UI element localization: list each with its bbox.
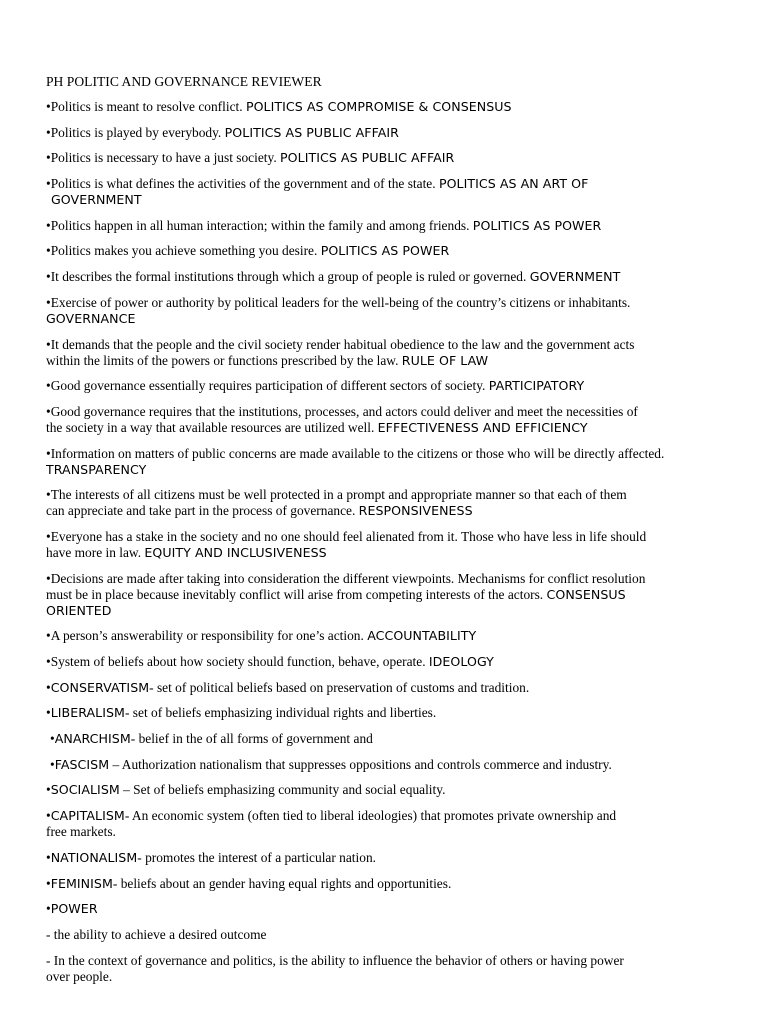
ideology-term: NATIONALISM (50, 849, 138, 865)
item-text-continued: have more in law. (46, 544, 145, 560)
ideology-term: LIBERALISM (50, 705, 125, 721)
bullet: • (46, 217, 51, 233)
item-text: It describes the formal institutions through which a group of people is ruled or governed. (50, 269, 530, 285)
bullet: • (46, 243, 51, 259)
bullet: • (46, 269, 51, 285)
bullet: • (46, 808, 51, 824)
item-term-continued: ORIENTED (46, 602, 112, 618)
list-item (46, 295, 714, 327)
item-term: POLITICS AS PUBLIC AFFAIR (280, 150, 455, 166)
ideology-term: FEMINISM (50, 875, 113, 891)
list-item (46, 487, 714, 519)
bullet: • (46, 628, 51, 644)
item-text: A person’s answerability or responsibility for one’s action. (50, 628, 368, 644)
ideology-definition: - beliefs about an gender having equal rights and opportunities. (112, 875, 452, 891)
bullet: • (46, 570, 51, 586)
ideology-definition: - set of beliefs emphasizing individual rights and liberties. (124, 705, 437, 721)
item-text-continued: within the limits of the powers or functions prescribed by the law. (46, 352, 402, 368)
item-text-continued: the society in a way that available resources are utilized well. (46, 419, 378, 435)
item-text: Good governance essentially requires participation of different sectors of society. (50, 378, 489, 394)
item-text: Good governance requires that the institutions, processes, and actors could deliver and meet the necessities of (50, 403, 638, 419)
item-term: POLITICS AS AN ART OF (438, 176, 589, 192)
list-item (46, 446, 714, 478)
item-term: RULE OF LAW (401, 352, 489, 368)
ideology-definition: - set of political beliefs based on preservation of customs and tradition. (149, 679, 530, 695)
power-definition-1: - the ability to achieve a desired outcome (46, 926, 267, 942)
item-text: Politics happen in all human interaction; within the family and among friends. (50, 217, 473, 233)
bullet: • (46, 176, 51, 192)
bullet: • (46, 782, 51, 798)
ideology-term: CONSERVATISM (50, 679, 150, 695)
item-text: Politics is meant to resolve conflict. (50, 99, 246, 114)
bullet: • (46, 487, 51, 503)
item-term: GOVERNANCE (46, 310, 136, 326)
bullet: • (46, 99, 51, 114)
ideology-term: CAPITALISM (50, 808, 125, 824)
ideology-item (46, 850, 714, 866)
bullet: • (46, 849, 51, 865)
bullet: • (46, 679, 51, 695)
list-item (46, 529, 714, 561)
ideology-item (46, 808, 714, 840)
power-definition-2-text: - In the context of governance and politics, is the ability to influence the behavior of others or having power (46, 952, 624, 968)
power-definition-2-continued: over people. (46, 968, 113, 984)
list-item (46, 654, 714, 670)
bullet: • (46, 875, 51, 891)
item-text-continued: must be in place because inevitably conflict will arise from competing interests of the actors. (46, 586, 547, 602)
list-item (46, 404, 714, 436)
item-term: RESPONSIVENESS (358, 503, 473, 519)
bullet: • (46, 654, 51, 669)
power-definition-2 (46, 953, 714, 985)
item-text: Politics is played by everybody. (50, 124, 225, 140)
ideology-item (46, 680, 714, 696)
bullet: • (46, 378, 51, 394)
list-item (46, 571, 714, 619)
item-term-continued: GOVERNMENT (51, 192, 142, 208)
item-term: ACCOUNTABILITY (367, 628, 477, 644)
item-text: The interests of all citizens must be well protected in a prompt and appropriate manner so that each of them (50, 487, 627, 503)
list-item (46, 99, 714, 115)
bullet: • (46, 528, 51, 544)
item-term: GOVERNMENT (529, 269, 621, 285)
bullet: • (46, 901, 51, 917)
bullet: • (46, 150, 51, 166)
bullet: • (50, 756, 55, 772)
bullet: • (46, 294, 51, 310)
ideology-definition: - belief in the of all forms of government and (130, 731, 373, 747)
bullet: • (46, 705, 51, 721)
item-term: IDEOLOGY (428, 654, 494, 669)
ideology-item (46, 757, 714, 773)
ideology-definition: – Set of beliefs emphasizing community and social equality. (119, 782, 446, 798)
ideology-term: FASCISM (54, 756, 110, 772)
list-item (46, 269, 714, 285)
bullet: • (46, 336, 51, 352)
item-text-continued: can appreciate and take part in the process of governance. (46, 503, 359, 519)
power-term: POWER (50, 901, 98, 917)
list-item (46, 378, 714, 394)
item-term: CONSENSUS (546, 586, 626, 602)
list-item (46, 125, 714, 141)
item-text: Politics is necessary to have a just society. (50, 150, 281, 166)
ideology-term: SOCIALISM (50, 782, 120, 798)
list-item (46, 337, 714, 369)
ideology-item (46, 705, 714, 721)
list-item (46, 218, 714, 234)
item-term: PARTICIPATORY (488, 378, 585, 394)
item-term: POLITICS AS POWER (320, 243, 450, 259)
item-text: Politics is what defines the activities of the government and of the state. (50, 176, 439, 192)
power-heading (46, 901, 714, 917)
item-term: POLITICS AS POWER (472, 217, 602, 233)
list-item (46, 628, 714, 644)
ideology-term: ANARCHISM (54, 731, 131, 747)
ideology-item (46, 731, 714, 747)
item-term: TRANSPARENCY (46, 461, 147, 477)
bullet: • (50, 731, 55, 747)
list-item (46, 150, 714, 166)
item-term: EQUITY AND INCLUSIVENESS (144, 544, 327, 560)
ideology-definition: - promotes the interest of a particular nation. (137, 849, 376, 865)
item-text: Information on matters of public concerns are made available to the citizens or those who will be directly affected. (50, 445, 665, 461)
item-term: POLITICS AS PUBLIC AFFAIR (224, 124, 399, 140)
ideology-definition: – Authorization nationalism that suppresses oppositions and controls commerce and industry. (109, 756, 612, 772)
bullet: • (46, 403, 51, 419)
list-item (46, 176, 714, 208)
item-term: POLITICS AS COMPROMISE & CONSENSUS (245, 99, 512, 114)
ideology-definition-continued: free markets. (46, 824, 116, 840)
item-text: Exercise of power or authority by political leaders for the well-being of the country’s citizens or inhabitants. (50, 294, 631, 310)
item-text: Politics makes you achieve something you desire. (50, 243, 321, 259)
item-text: It demands that the people and the civil society render habitual obedience to the law and the government acts (50, 336, 635, 352)
item-term: EFFECTIVENESS AND EFFICIENCY (377, 419, 588, 435)
document-body (46, 73, 714, 994)
item-text: Everyone has a stake in the society and no one should feel alienated from it. Those who have less in life should (50, 528, 647, 544)
document-title: PH POLITIC AND GOVERNANCE REVIEWER (46, 74, 322, 89)
ideology-item (46, 782, 714, 798)
bullet: • (46, 445, 51, 461)
ideology-definition: - An economic system (often tied to liberal ideologies) that promotes private ownership and (124, 808, 617, 824)
bullet: • (46, 124, 51, 140)
item-text: Decisions are made after taking into consideration the different viewpoints. Mechanisms for conflict resolution (50, 570, 646, 586)
list-item (46, 243, 714, 259)
ideology-item (46, 876, 714, 892)
item-text: System of beliefs about how society should function, behave, operate. (50, 654, 429, 669)
